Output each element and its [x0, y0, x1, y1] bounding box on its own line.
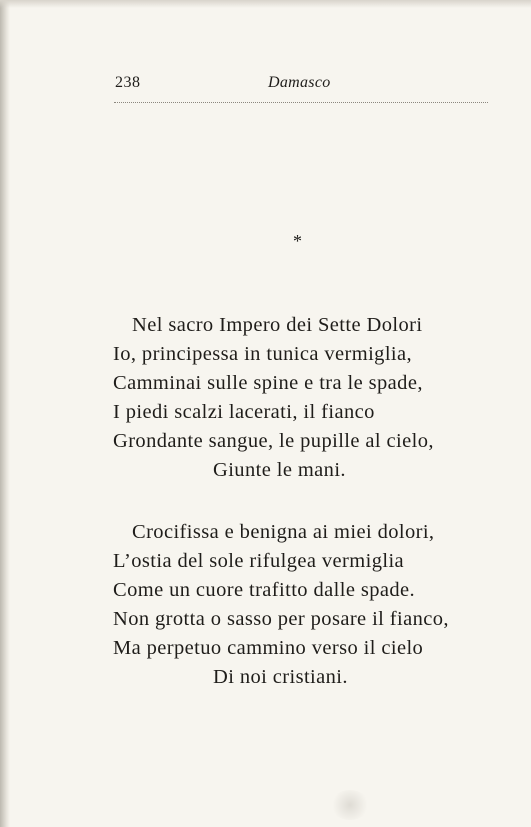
verse-line: Di noi cristiani. [213, 666, 348, 688]
verse-line: Crocifissa e benigna ai miei dolori, [132, 521, 435, 543]
stanza-1 [113, 311, 434, 485]
running-title: Damasco [268, 74, 331, 91]
verse-line: Nel sacro Impero dei Sette Dolori [132, 314, 423, 336]
page-header [0, 0, 531, 120]
verse-line: Io, principessa in tunica vermiglia, [113, 343, 413, 365]
paper-stain [330, 790, 370, 820]
verse-line: Non grotta o sasso per posare il fianco, [113, 608, 449, 630]
verse-line: I piedi scalzi lacerati, il fianco [113, 401, 375, 423]
verse-line: Camminai sulle spine e tra le spade, [113, 372, 423, 394]
page-edge-shadow [0, 0, 10, 827]
verse-line: L’ostia del sole rifulgea vermiglia [113, 550, 405, 572]
verse-line: Ma perpetuo cammino verso il cielo [113, 637, 424, 659]
verse-line: Grondante sangue, le pupille al cielo, [113, 430, 434, 452]
stanza-2 [113, 518, 449, 692]
verse-line: Come un cuore trafitto dalle spade. [113, 579, 416, 601]
page-number: 238 [115, 74, 141, 91]
section-ornament: * [293, 231, 302, 251]
verse-line: Giunte le mani. [213, 459, 346, 481]
header-rule [114, 102, 488, 103]
